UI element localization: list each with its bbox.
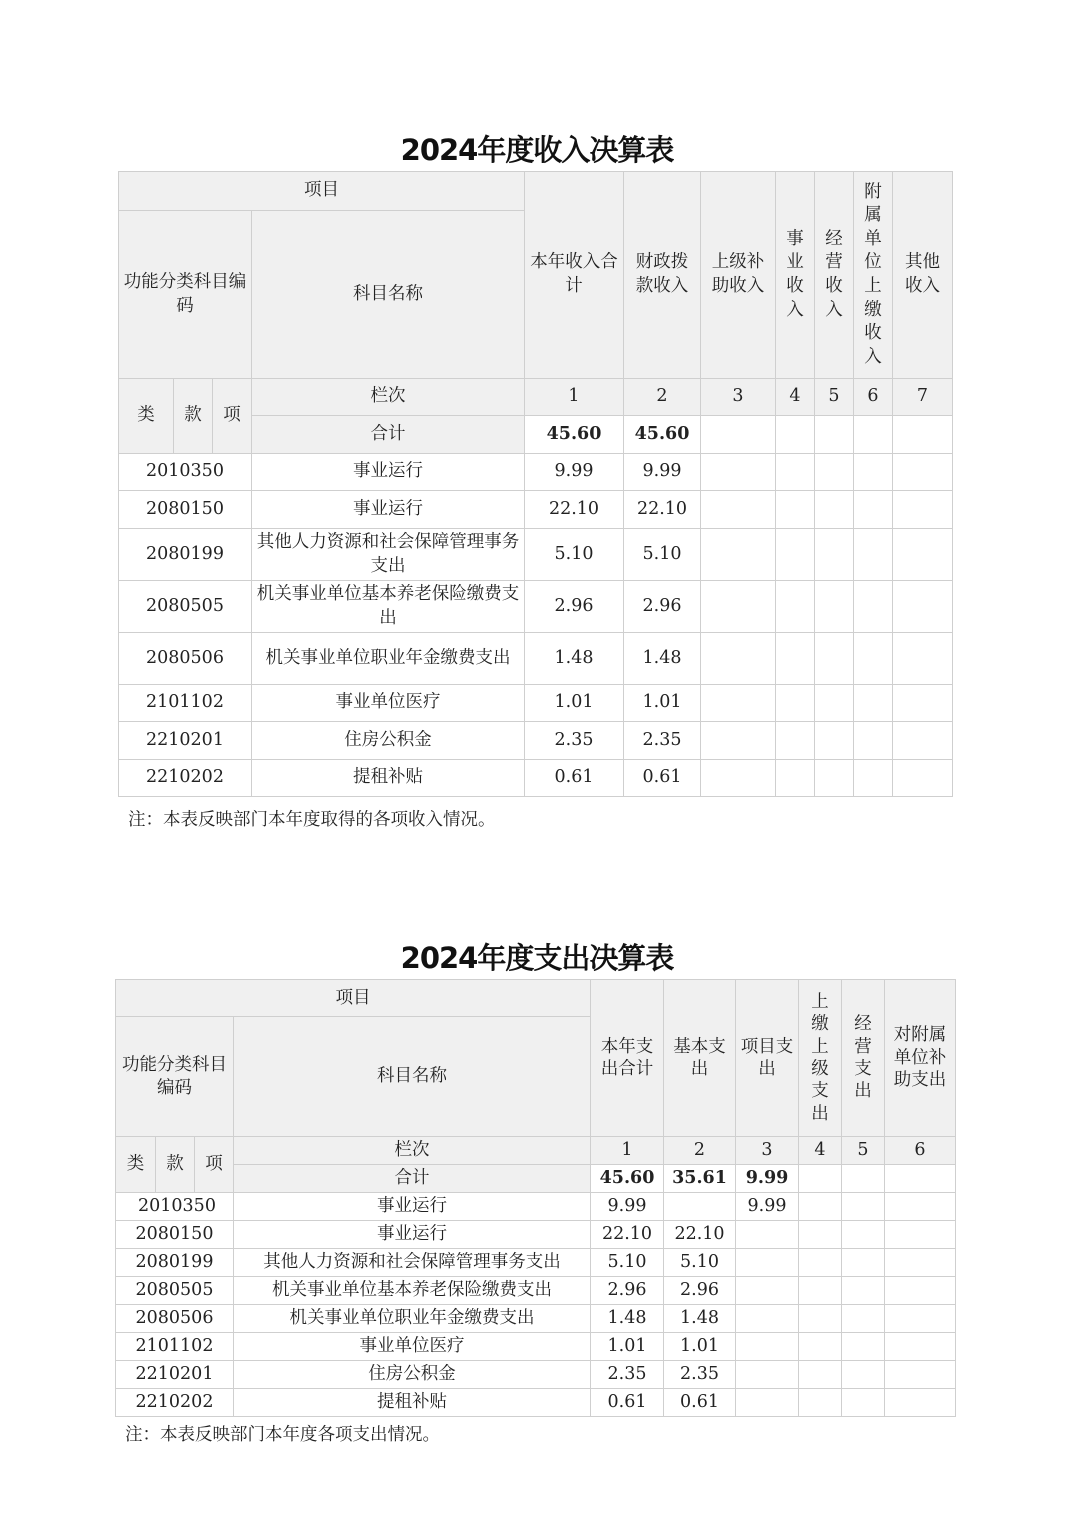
- table-row: [119, 633, 953, 685]
- row-name: 事业运行: [252, 491, 525, 529]
- row-value: [893, 760, 953, 797]
- row-value: [885, 1249, 956, 1277]
- row-value: 1.01: [591, 1333, 664, 1361]
- row-value: 5.10: [591, 1249, 664, 1277]
- col-number: 6: [854, 379, 893, 416]
- header-col-5: 经营支出: [842, 980, 885, 1137]
- row-value: [854, 491, 893, 529]
- row-value: [776, 529, 815, 581]
- row-code: 2080506: [116, 1305, 234, 1333]
- row-value: [893, 529, 953, 581]
- row-value: [854, 529, 893, 581]
- row-name: 其他人力资源和社会保障管理事务支出: [234, 1249, 591, 1277]
- row-code: 2101102: [116, 1333, 234, 1361]
- header-xiang: 项: [195, 1137, 234, 1193]
- row-value: [893, 685, 953, 722]
- header-col-5: 经营收入: [815, 172, 854, 379]
- header-col-3: 上级补助收入: [701, 172, 776, 379]
- col-number: 1: [591, 1137, 664, 1165]
- row-value: [776, 491, 815, 529]
- total-value: [701, 416, 776, 454]
- col-number: 1: [525, 379, 624, 416]
- row-value: 0.61: [664, 1389, 736, 1417]
- row-value: [842, 1277, 885, 1305]
- row-value: [736, 1305, 799, 1333]
- header-lanci: 栏次: [234, 1137, 591, 1165]
- row-value: [842, 1249, 885, 1277]
- row-name: 机关事业单位基本养老保险缴费支出: [234, 1277, 591, 1305]
- row-value: [701, 581, 776, 633]
- col-number: 2: [664, 1137, 736, 1165]
- header-lei: 类: [116, 1137, 156, 1193]
- row-value: [842, 1221, 885, 1249]
- row-value: [736, 1249, 799, 1277]
- row-code: 2080199: [116, 1249, 234, 1277]
- row-value: 2.96: [664, 1277, 736, 1305]
- header-col-4: 事业收入: [776, 172, 815, 379]
- row-value: [885, 1221, 956, 1249]
- header-name: 科目名称: [234, 1017, 591, 1137]
- row-value: 22.10: [591, 1221, 664, 1249]
- expense-table-title: 2024年度支出决算表: [400, 941, 674, 975]
- income-table-title: 2024年度收入决算表: [400, 133, 674, 167]
- row-value: [815, 529, 854, 581]
- row-value: [815, 685, 854, 722]
- row-value: [885, 1193, 956, 1221]
- row-value: 0.61: [525, 760, 624, 797]
- row-value: [815, 491, 854, 529]
- row-value: [842, 1193, 885, 1221]
- row-value: [736, 1333, 799, 1361]
- header-kuan: 款: [156, 1137, 195, 1193]
- row-name: 事业运行: [234, 1193, 591, 1221]
- row-name: 其他人力资源和社会保障管理事务支出: [252, 529, 525, 581]
- row-value: [776, 760, 815, 797]
- row-value: 2.35: [624, 722, 701, 760]
- row-value: 0.61: [591, 1389, 664, 1417]
- row-value: [799, 1305, 842, 1333]
- table-row: [116, 1361, 956, 1389]
- row-code: 2010350: [119, 454, 252, 491]
- header-item: 项目: [119, 172, 525, 211]
- table-row: [116, 1333, 956, 1361]
- col-number: 2: [624, 379, 701, 416]
- row-code: 2080150: [119, 491, 252, 529]
- row-value: 5.10: [624, 529, 701, 581]
- row-value: [854, 581, 893, 633]
- row-name: 事业单位医疗: [252, 685, 525, 722]
- col-number: 3: [701, 379, 776, 416]
- row-value: [776, 581, 815, 633]
- row-value: 2.96: [624, 581, 701, 633]
- row-value: [799, 1361, 842, 1389]
- table-row: [119, 454, 953, 491]
- row-value: [701, 722, 776, 760]
- row-code: 2210201: [119, 722, 252, 760]
- row-name: 机关事业单位职业年金缴费支出: [234, 1305, 591, 1333]
- row-value: 2.35: [525, 722, 624, 760]
- row-value: [736, 1277, 799, 1305]
- row-code: 2080150: [116, 1221, 234, 1249]
- row-value: 22.10: [525, 491, 624, 529]
- row-value: [885, 1389, 956, 1417]
- row-value: [799, 1249, 842, 1277]
- row-value: 5.10: [525, 529, 624, 581]
- header-col-2: 基本支出: [664, 980, 736, 1137]
- row-value: [893, 722, 953, 760]
- row-value: [854, 454, 893, 491]
- row-value: [893, 633, 953, 685]
- row-value: [815, 454, 854, 491]
- row-value: [736, 1389, 799, 1417]
- row-value: 22.10: [664, 1221, 736, 1249]
- header-code: 功能分类科目编码: [119, 211, 252, 379]
- row-value: [842, 1305, 885, 1333]
- col-number: 7: [893, 379, 953, 416]
- header-lei: 类: [119, 379, 174, 454]
- income-table-note: 注：本表反映部门本年度取得的各项收入情况。: [128, 810, 496, 830]
- total-value: [815, 416, 854, 454]
- total-label: 合计: [252, 416, 525, 454]
- total-value: 45.60: [624, 416, 701, 454]
- row-name: 事业单位医疗: [234, 1333, 591, 1361]
- row-value: 9.99: [736, 1193, 799, 1221]
- col-number: 6: [885, 1137, 956, 1165]
- header-col-1: 本年支出合计: [591, 980, 664, 1137]
- row-name: 住房公积金: [252, 722, 525, 760]
- row-value: 2.35: [664, 1361, 736, 1389]
- row-value: [842, 1389, 885, 1417]
- row-code: 2080506: [119, 633, 252, 685]
- table-row: [119, 581, 953, 633]
- header-item: 项目: [116, 980, 591, 1017]
- row-value: [799, 1277, 842, 1305]
- header-kuan: 款: [174, 379, 213, 454]
- row-value: 2.96: [525, 581, 624, 633]
- table-row: [119, 529, 953, 581]
- col-number: 3: [736, 1137, 799, 1165]
- table-row: [119, 722, 953, 760]
- row-value: [842, 1361, 885, 1389]
- header-code: 功能分类科目编码: [116, 1017, 234, 1137]
- total-value: [776, 416, 815, 454]
- total-value: [893, 416, 953, 454]
- row-value: [776, 722, 815, 760]
- col-number: 4: [799, 1137, 842, 1165]
- row-value: 9.99: [624, 454, 701, 491]
- total-value: 45.60: [525, 416, 624, 454]
- header-xiang: 项: [213, 379, 252, 454]
- expense-table: [115, 979, 956, 1417]
- col-number: 5: [815, 379, 854, 416]
- row-value: [893, 454, 953, 491]
- total-value: 9.99: [736, 1165, 799, 1193]
- col-number: 4: [776, 379, 815, 416]
- header-col-7: 其他收入: [893, 172, 953, 379]
- row-code: 2101102: [119, 685, 252, 722]
- expense-table-note: 注：本表反映部门本年度各项支出情况。: [125, 1425, 440, 1445]
- row-value: [701, 454, 776, 491]
- row-value: [799, 1221, 842, 1249]
- row-value: [701, 529, 776, 581]
- row-value: [776, 454, 815, 491]
- row-value: [799, 1333, 842, 1361]
- row-value: [799, 1389, 842, 1417]
- row-value: 5.10: [664, 1249, 736, 1277]
- row-code: 2080199: [119, 529, 252, 581]
- row-value: 1.01: [624, 685, 701, 722]
- row-value: [701, 633, 776, 685]
- row-value: [893, 491, 953, 529]
- row-value: [815, 722, 854, 760]
- header-lanci: 栏次: [252, 379, 525, 416]
- row-name: 住房公积金: [234, 1361, 591, 1389]
- row-value: [815, 581, 854, 633]
- row-name: 事业运行: [252, 454, 525, 491]
- row-value: 1.48: [624, 633, 701, 685]
- row-code: 2210201: [116, 1361, 234, 1389]
- row-code: 2080505: [119, 581, 252, 633]
- total-value: 45.60: [591, 1165, 664, 1193]
- row-value: [799, 1193, 842, 1221]
- header-col-6: 对附属单位补助支出: [885, 980, 956, 1137]
- row-value: [893, 581, 953, 633]
- header-col-2: 财政拨款收入: [624, 172, 701, 379]
- row-code: 2010350: [116, 1193, 234, 1221]
- row-value: [701, 685, 776, 722]
- row-value: [736, 1361, 799, 1389]
- table-row: [116, 1193, 956, 1221]
- row-value: 1.01: [525, 685, 624, 722]
- row-value: 22.10: [624, 491, 701, 529]
- header-col-4: 上缴上级支出: [799, 980, 842, 1137]
- row-value: 1.48: [664, 1305, 736, 1333]
- row-value: 1.48: [525, 633, 624, 685]
- table-row: [116, 1277, 956, 1305]
- row-value: [885, 1305, 956, 1333]
- row-value: 0.61: [624, 760, 701, 797]
- header-name: 科目名称: [252, 211, 525, 379]
- total-value: [885, 1165, 956, 1193]
- total-label: 合计: [234, 1165, 591, 1193]
- row-value: 9.99: [591, 1193, 664, 1221]
- row-name: 事业运行: [234, 1221, 591, 1249]
- col-number: 5: [842, 1137, 885, 1165]
- table-row: [119, 491, 953, 529]
- table-row: [119, 685, 953, 722]
- row-name: 机关事业单位职业年金缴费支出: [252, 633, 525, 685]
- row-value: [736, 1221, 799, 1249]
- row-value: 1.01: [664, 1333, 736, 1361]
- row-code: 2210202: [116, 1389, 234, 1417]
- row-value: 2.96: [591, 1277, 664, 1305]
- table-row: [116, 1389, 956, 1417]
- row-value: [885, 1277, 956, 1305]
- header-col-6: 附属单位上缴收入: [854, 172, 893, 379]
- row-value: [664, 1193, 736, 1221]
- row-value: 2.35: [591, 1361, 664, 1389]
- row-value: [842, 1333, 885, 1361]
- row-value: 9.99: [525, 454, 624, 491]
- total-value: [799, 1165, 842, 1193]
- total-value: [842, 1165, 885, 1193]
- row-value: [776, 633, 815, 685]
- total-value: [854, 416, 893, 454]
- row-value: [815, 760, 854, 797]
- income-table: [118, 171, 953, 797]
- table-row: [116, 1221, 956, 1249]
- table-row: [119, 760, 953, 797]
- table-row: [116, 1305, 956, 1333]
- row-value: [885, 1333, 956, 1361]
- row-value: [854, 685, 893, 722]
- row-value: [854, 633, 893, 685]
- table-row: [116, 1249, 956, 1277]
- row-value: [701, 491, 776, 529]
- row-value: [885, 1361, 956, 1389]
- total-value: 35.61: [664, 1165, 736, 1193]
- row-value: [854, 722, 893, 760]
- row-name: 提租补贴: [234, 1389, 591, 1417]
- row-value: 1.48: [591, 1305, 664, 1333]
- row-name: 提租补贴: [252, 760, 525, 797]
- row-code: 2210202: [119, 760, 252, 797]
- row-code: 2080505: [116, 1277, 234, 1305]
- header-col-1: 本年收入合计: [525, 172, 624, 379]
- row-value: [701, 760, 776, 797]
- row-value: [854, 760, 893, 797]
- header-col-3: 项目支出: [736, 980, 799, 1137]
- row-value: [776, 685, 815, 722]
- row-value: [815, 633, 854, 685]
- row-name: 机关事业单位基本养老保险缴费支出: [252, 581, 525, 633]
